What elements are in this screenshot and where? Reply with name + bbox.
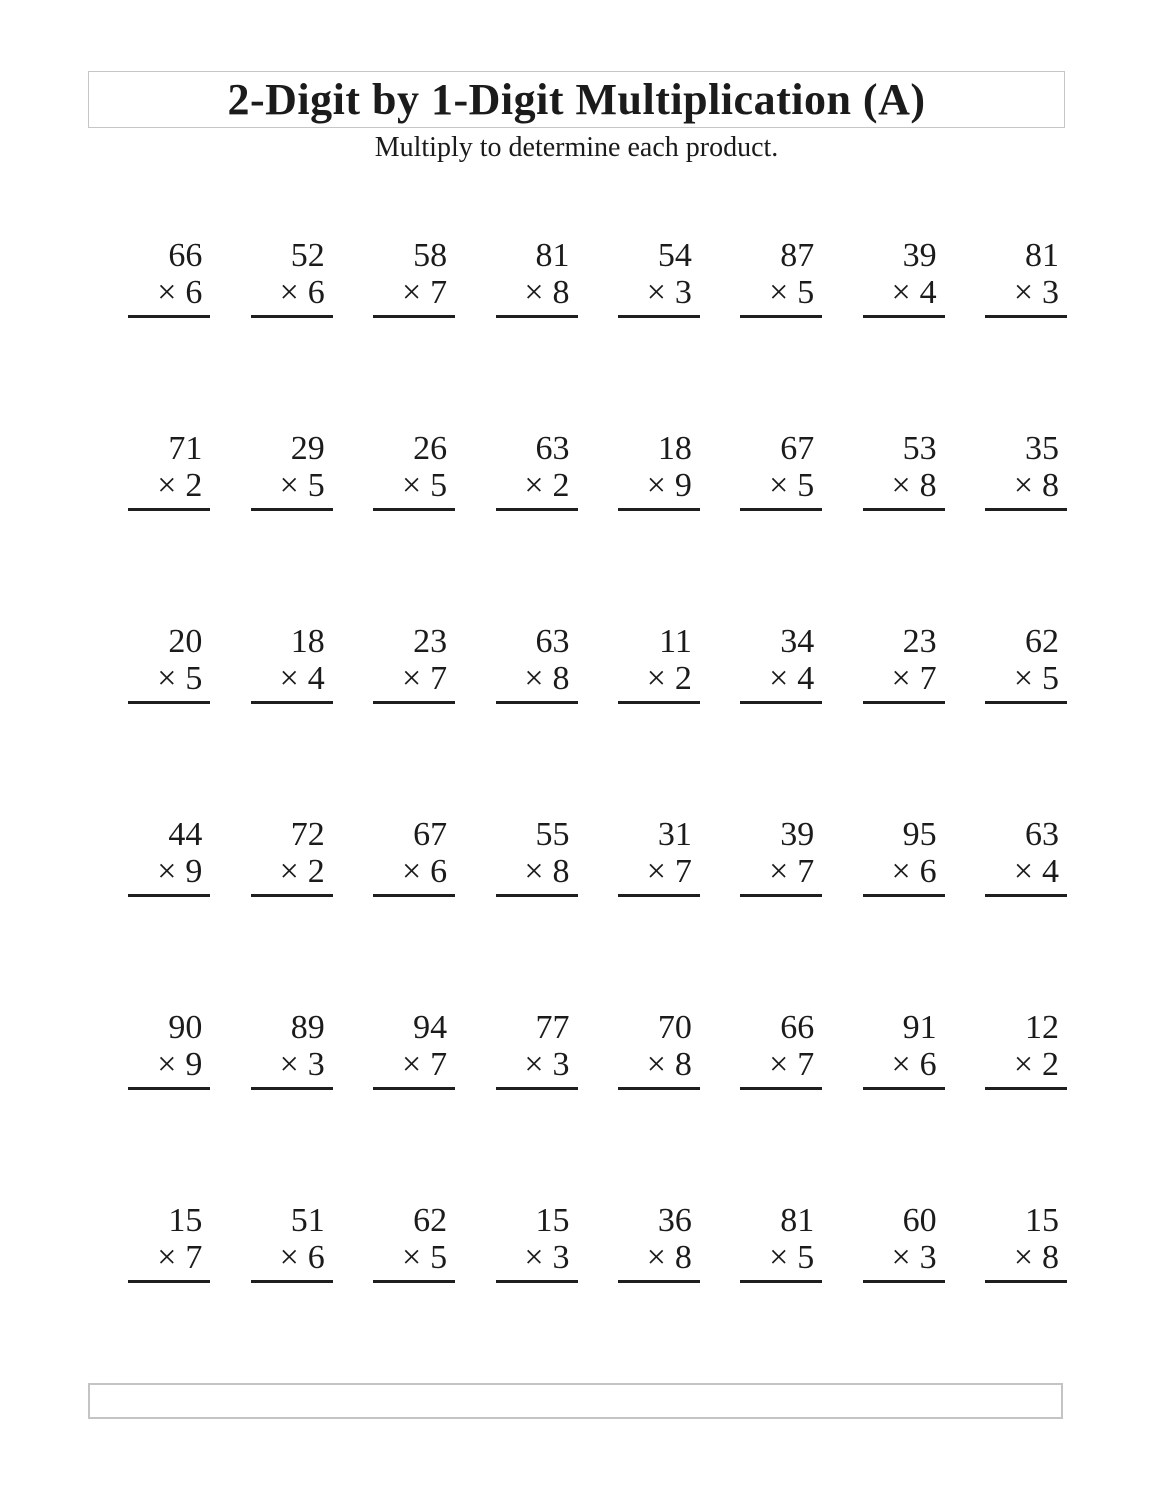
multiplier: 2 — [674, 660, 692, 697]
multiplicand: 12 — [1025, 1009, 1059, 1046]
multiplicand: 18 — [657, 430, 692, 467]
problem-cell — [373, 1202, 455, 1283]
problem-cell — [985, 430, 1067, 511]
times-sign: × — [891, 1239, 911, 1276]
multiplier: 2 — [307, 853, 325, 890]
multiplier: 3 — [919, 1239, 937, 1276]
multiplier: 7 — [674, 853, 692, 890]
multiplier: 7 — [430, 660, 448, 697]
times-sign: × — [524, 1239, 544, 1276]
problem-cell — [128, 430, 210, 511]
times-sign: × — [1013, 467, 1033, 504]
multiplicand: 91 — [902, 1009, 937, 1046]
problem-cell — [496, 1202, 578, 1283]
multiplier: 9 — [674, 467, 692, 504]
multiplier-row — [128, 853, 210, 890]
problem-cell — [496, 237, 578, 318]
problem-cell — [863, 816, 945, 897]
multiplicand: 23 — [902, 623, 937, 660]
multiplier-row — [985, 1046, 1067, 1083]
multiplicand: 89 — [290, 1009, 325, 1046]
multiplier: 6 — [919, 853, 937, 890]
multiplier-row — [496, 467, 578, 504]
multiplier: 7 — [919, 660, 937, 697]
multiplicand: 63 — [535, 430, 570, 467]
multiplicand: 90 — [168, 1009, 203, 1046]
multiplier-row — [985, 467, 1067, 504]
multiplier: 2 — [185, 467, 203, 504]
answer-box — [88, 1383, 1063, 1419]
multiplier: 7 — [430, 1046, 448, 1083]
multiplier: 5 — [430, 1239, 448, 1276]
multiplier-row — [985, 274, 1067, 311]
times-sign: × — [1013, 1046, 1033, 1083]
multiplier: 7 — [797, 1046, 815, 1083]
multiplier-row — [618, 274, 700, 311]
multiplier: 6 — [430, 853, 448, 890]
multiplicand: 44 — [168, 816, 203, 853]
multiplier: 7 — [185, 1239, 203, 1276]
multiplier: 8 — [552, 274, 570, 311]
multiplicand: 77 — [535, 1009, 570, 1046]
multiplicand: 26 — [413, 430, 448, 467]
times-sign: × — [891, 853, 911, 890]
times-sign: × — [891, 1046, 911, 1083]
problem-cell — [863, 1202, 945, 1283]
multiplicand: 36 — [657, 1202, 692, 1239]
times-sign: × — [524, 1046, 544, 1083]
multiplier-row — [618, 660, 700, 697]
multiplier: 4 — [307, 660, 325, 697]
times-sign: × — [646, 467, 666, 504]
multiplicand: 63 — [535, 623, 570, 660]
problem-cell — [740, 623, 822, 704]
multiplicand: 23 — [413, 623, 448, 660]
multiplier-row — [251, 274, 333, 311]
times-sign: × — [646, 853, 666, 890]
problem-cell — [496, 816, 578, 897]
multiplier-row — [740, 1046, 822, 1083]
times-sign: × — [1013, 660, 1033, 697]
multiplier-row — [740, 467, 822, 504]
multiplicand: 67 — [413, 816, 448, 853]
multiplicand: 53 — [902, 430, 937, 467]
multiplier-row — [740, 853, 822, 890]
multiplier-row — [128, 660, 210, 697]
multiplier-row — [618, 1239, 700, 1276]
multiplier: 5 — [430, 467, 448, 504]
problem-cell — [373, 1009, 455, 1090]
multiplicand: 29 — [290, 430, 325, 467]
multiplicand: 20 — [168, 623, 203, 660]
problem-cell — [128, 1009, 210, 1090]
times-sign: × — [524, 274, 544, 311]
multiplier-row — [496, 853, 578, 890]
multiplier: 7 — [797, 853, 815, 890]
page-subtitle: Multiply to determine each product. — [374, 132, 779, 163]
problem-cell — [985, 237, 1067, 318]
times-sign: × — [279, 1239, 299, 1276]
times-sign: × — [891, 274, 911, 311]
multiplier-row — [496, 1046, 578, 1083]
problem-cell — [373, 816, 455, 897]
multiplicand: 39 — [780, 816, 815, 853]
times-sign: × — [769, 660, 789, 697]
times-sign: × — [891, 660, 911, 697]
multiplier-row — [251, 660, 333, 697]
problem-cell — [863, 1009, 945, 1090]
multiplicand: 60 — [902, 1202, 937, 1239]
multiplier-row — [863, 274, 945, 311]
multiplier-row — [373, 853, 455, 890]
problem-cell — [618, 430, 700, 511]
times-sign: × — [157, 1046, 177, 1083]
problem-cell — [985, 1009, 1067, 1090]
multiplier-row — [985, 1239, 1067, 1276]
times-sign: × — [524, 467, 544, 504]
multiplier-row — [251, 1046, 333, 1083]
problem-cell — [740, 1202, 822, 1283]
multiplicand: 81 — [780, 1202, 815, 1239]
multiplier: 5 — [797, 274, 815, 311]
multiplicand: 39 — [902, 237, 937, 274]
multiplicand: 63 — [1025, 816, 1059, 853]
times-sign: × — [279, 660, 299, 697]
multiplier-row — [863, 853, 945, 890]
problem-cell — [740, 237, 822, 318]
problem-cell — [128, 816, 210, 897]
times-sign: × — [646, 1239, 666, 1276]
multiplier: 3 — [552, 1046, 570, 1083]
multiplier: 8 — [1042, 1239, 1059, 1276]
problem-cell — [128, 623, 210, 704]
multiplier-row — [251, 1239, 333, 1276]
multiplier: 8 — [674, 1046, 692, 1083]
multiplier-row — [373, 1046, 455, 1083]
times-sign: × — [769, 1046, 789, 1083]
multiplier: 7 — [430, 274, 448, 311]
multiplier: 9 — [185, 1046, 203, 1083]
problem-cell — [985, 816, 1067, 897]
multiplier: 4 — [797, 660, 815, 697]
times-sign: × — [646, 1046, 666, 1083]
times-sign: × — [769, 467, 789, 504]
title-box — [88, 71, 1065, 128]
times-sign: × — [524, 853, 544, 890]
multiplicand: 66 — [168, 237, 203, 274]
problem-cell — [985, 623, 1067, 704]
multiplicand: 15 — [168, 1202, 203, 1239]
multiplicand: 62 — [413, 1202, 448, 1239]
times-sign: × — [524, 660, 544, 697]
multiplicand: 71 — [168, 430, 203, 467]
multiplicand: 15 — [535, 1202, 570, 1239]
page-title: 2-Digit by 1-Digit Multiplication (A) — [227, 75, 926, 124]
multiplicand: 58 — [413, 237, 448, 274]
multiplier: 5 — [1042, 660, 1059, 697]
problem-cell — [618, 623, 700, 704]
multiplier-row — [128, 467, 210, 504]
multiplicand: 95 — [902, 816, 937, 853]
multiplier-row — [863, 467, 945, 504]
multiplicand: 66 — [780, 1009, 815, 1046]
problem-cell — [251, 623, 333, 704]
problem-cell — [251, 1009, 333, 1090]
problem-cell — [618, 1009, 700, 1090]
multiplier: 6 — [307, 1239, 325, 1276]
multiplier-row — [373, 467, 455, 504]
multiplier: 8 — [552, 660, 570, 697]
multiplier-row — [128, 274, 210, 311]
multiplier-row — [128, 1239, 210, 1276]
problem-cell — [251, 237, 333, 318]
times-sign: × — [646, 274, 666, 311]
times-sign: × — [1013, 1239, 1033, 1276]
times-sign: × — [401, 1239, 422, 1276]
problem-cell — [373, 623, 455, 704]
problem-cell — [128, 237, 210, 318]
problem-cell — [373, 237, 455, 318]
times-sign: × — [279, 274, 299, 311]
multiplicand: 81 — [535, 237, 570, 274]
multiplier-row — [128, 1046, 210, 1083]
multiplicand: 35 — [1025, 430, 1059, 467]
multiplier: 3 — [1042, 274, 1059, 311]
multiplicand: 31 — [657, 816, 692, 853]
times-sign: × — [769, 1239, 789, 1276]
multiplicand: 67 — [780, 430, 815, 467]
multiplier: 6 — [919, 1046, 937, 1083]
multiplier-row — [618, 853, 700, 890]
multiplicand: 11 — [659, 623, 692, 660]
multiplier-row — [251, 467, 333, 504]
times-sign: × — [279, 1046, 299, 1083]
multiplier-row — [985, 853, 1067, 890]
multiplier: 5 — [797, 1239, 815, 1276]
multiplier: 3 — [552, 1239, 570, 1276]
multiplier: 9 — [185, 853, 203, 890]
multiplicand: 70 — [657, 1009, 692, 1046]
problem-cell — [863, 237, 945, 318]
times-sign: × — [401, 467, 422, 504]
multiplier-row — [496, 1239, 578, 1276]
times-sign: × — [1013, 853, 1033, 890]
problem-cell — [740, 1009, 822, 1090]
multiplicand: 34 — [780, 623, 815, 660]
times-sign: × — [157, 853, 177, 890]
problem-cell — [251, 430, 333, 511]
multiplier: 8 — [552, 853, 570, 890]
multiplier-row — [740, 660, 822, 697]
multiplier: 8 — [1042, 467, 1059, 504]
multiplier-row — [373, 274, 455, 311]
multiplier: 3 — [307, 1046, 325, 1083]
multiplier: 3 — [674, 274, 692, 311]
times-sign: × — [646, 660, 666, 697]
multiplicand: 94 — [413, 1009, 448, 1046]
times-sign: × — [1013, 274, 1033, 311]
multiplier-row — [863, 660, 945, 697]
times-sign: × — [401, 1046, 422, 1083]
times-sign: × — [769, 853, 789, 890]
problem-cell — [740, 816, 822, 897]
multiplicand: 51 — [290, 1202, 325, 1239]
times-sign: × — [157, 1239, 177, 1276]
multiplier-row — [496, 274, 578, 311]
times-sign: × — [401, 660, 422, 697]
multiplicand: 87 — [780, 237, 815, 274]
multiplier: 4 — [1042, 853, 1059, 890]
times-sign: × — [769, 274, 789, 311]
times-sign: × — [157, 274, 177, 311]
problem-cell — [251, 1202, 333, 1283]
problem-cell — [985, 1202, 1067, 1283]
multiplicand: 54 — [657, 237, 692, 274]
times-sign: × — [401, 274, 422, 311]
multiplier-row — [618, 467, 700, 504]
times-sign: × — [279, 853, 299, 890]
problem-cell — [863, 430, 945, 511]
problem-cell — [618, 1202, 700, 1283]
multiplier: 5 — [185, 660, 203, 697]
multiplier-row — [985, 660, 1067, 697]
problem-cell — [373, 430, 455, 511]
multiplier-row — [496, 660, 578, 697]
problem-cell — [740, 430, 822, 511]
multiplier-row — [251, 853, 333, 890]
multiplicand: 15 — [1025, 1202, 1059, 1239]
multiplier: 2 — [1042, 1046, 1059, 1083]
multiplier-row — [373, 1239, 455, 1276]
problem-cell — [618, 237, 700, 318]
multiplier: 8 — [919, 467, 937, 504]
problem-cell — [618, 816, 700, 897]
problem-cell — [496, 430, 578, 511]
multiplier-row — [373, 660, 455, 697]
multiplicand: 18 — [290, 623, 325, 660]
multiplier: 8 — [674, 1239, 692, 1276]
multiplicand: 81 — [1025, 237, 1059, 274]
problem-cell — [128, 1202, 210, 1283]
multiplier-row — [863, 1046, 945, 1083]
multiplier-row — [618, 1046, 700, 1083]
times-sign: × — [279, 467, 299, 504]
times-sign: × — [157, 467, 177, 504]
problem-cell — [496, 1009, 578, 1090]
multiplicand: 72 — [290, 816, 325, 853]
multiplicand: 55 — [535, 816, 570, 853]
multiplier: 6 — [307, 274, 325, 311]
multiplier-row — [863, 1239, 945, 1276]
multiplier: 2 — [552, 467, 570, 504]
multiplier: 4 — [919, 274, 937, 311]
times-sign: × — [157, 660, 177, 697]
problem-cell — [863, 623, 945, 704]
multiplier: 5 — [797, 467, 815, 504]
problem-cell — [496, 623, 578, 704]
times-sign: × — [891, 467, 911, 504]
multiplicand: 62 — [1025, 623, 1059, 660]
multiplier-row — [740, 1239, 822, 1276]
problem-cell — [251, 816, 333, 897]
multiplier-row — [740, 274, 822, 311]
multiplier: 5 — [307, 467, 325, 504]
multiplicand: 52 — [290, 237, 325, 274]
problems-grid — [88, 237, 1067, 1283]
multiplier: 6 — [185, 274, 203, 311]
times-sign: × — [401, 853, 422, 890]
